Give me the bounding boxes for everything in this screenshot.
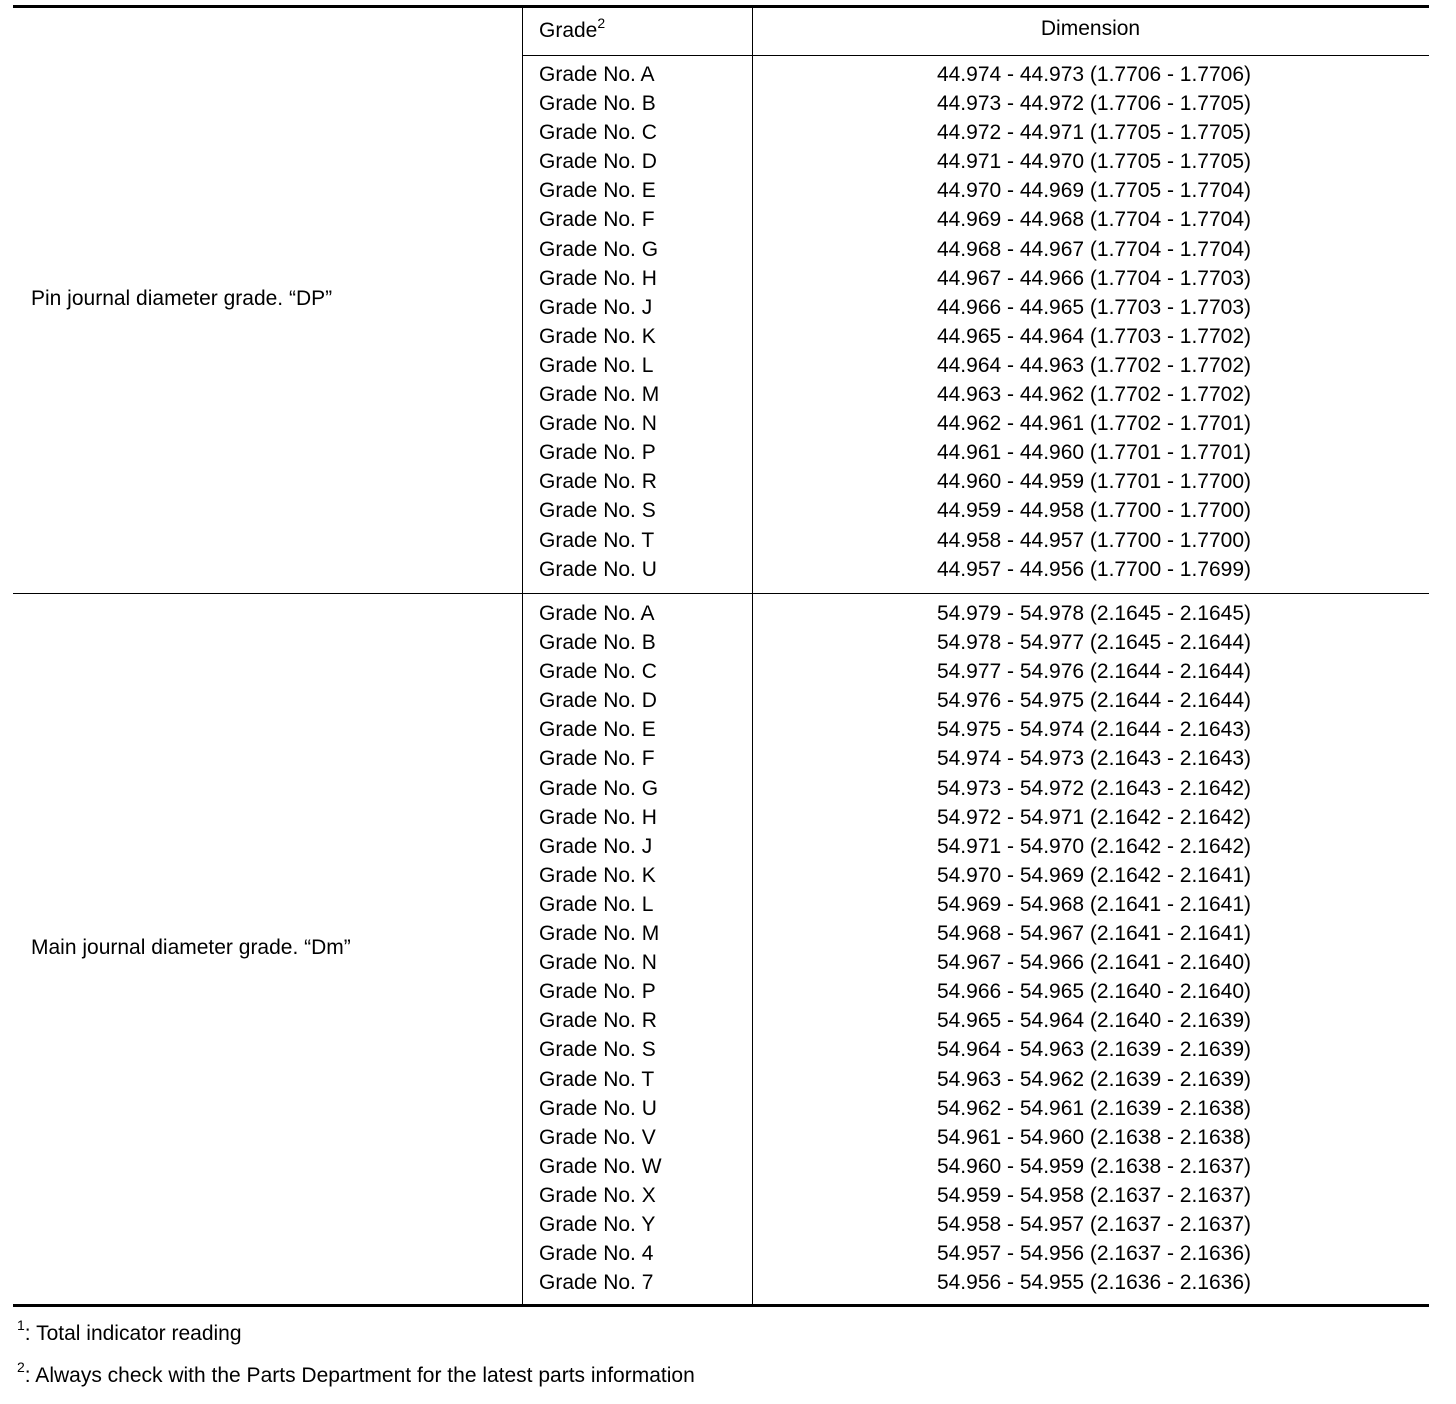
dimension-cell: 44.974 - 44.973 (1.7706 - 1.7706) bbox=[936, 63, 1252, 86]
dimension-cell: 44.969 - 44.968 (1.7704 - 1.7704) bbox=[936, 208, 1252, 232]
grade-cell: Grade No. L bbox=[539, 353, 654, 377]
footnote-text: : Total indicator reading bbox=[24, 1322, 242, 1345]
dimension-cell: 44.966 - 44.965 (1.7703 - 1.7703) bbox=[936, 295, 1252, 319]
grade-cell: Grade No. R bbox=[539, 470, 657, 494]
dimension-cell: 44.959 - 44.958 (1.7700 - 1.7700) bbox=[936, 499, 1252, 523]
section-divider bbox=[13, 593, 1429, 594]
grade-cell: Grade No. S bbox=[539, 499, 656, 523]
dimension-cell: 44.967 - 44.966 (1.7704 - 1.7703) bbox=[936, 266, 1252, 290]
grade-cell: Grade No. T bbox=[539, 528, 655, 552]
grade-cell: Grade No. U bbox=[539, 1096, 657, 1120]
grade-cell: Grade No. C bbox=[539, 660, 657, 684]
grade-cell: Grade No. T bbox=[539, 1067, 655, 1091]
grade-cell: Grade No. X bbox=[539, 1183, 656, 1207]
dimension-cell: 54.966 - 54.965 (2.1640 - 2.1640) bbox=[936, 980, 1252, 1004]
dimension-cell: 44.970 - 44.969 (1.7705 - 1.7704) bbox=[936, 179, 1252, 203]
footnote-mark: 1 bbox=[17, 1317, 25, 1333]
dimension-cell: 44.962 - 44.961 (1.7702 - 1.7701) bbox=[936, 412, 1252, 436]
dimension-cell: 44.968 - 44.967 (1.7704 - 1.7704) bbox=[936, 237, 1252, 261]
grade-cell: Grade No. P bbox=[539, 980, 656, 1004]
dimension-cell: 54.963 - 54.962 (2.1639 - 2.1639) bbox=[936, 1067, 1252, 1091]
dimension-cell: 54.967 - 54.966 (2.1641 - 2.1640) bbox=[936, 951, 1252, 975]
grade-cell: Grade No. 4 bbox=[539, 1242, 654, 1266]
grade-cell: Grade No. J bbox=[539, 834, 653, 858]
grade-cell: Grade No. L bbox=[539, 892, 654, 916]
grade-cell: Grade No. K bbox=[539, 324, 656, 348]
footnote-1 bbox=[17, 1317, 242, 1349]
grade-cell: Grade No. B bbox=[539, 631, 656, 655]
dimension-header-label: Dimension bbox=[1040, 17, 1141, 40]
header-divider bbox=[522, 55, 1429, 56]
grade-cell: Grade No. J bbox=[539, 295, 653, 319]
grade-footnote-mark: 2 bbox=[597, 15, 606, 31]
dimension-cell: 54.958 - 54.957 (2.1637 - 2.1637) bbox=[936, 1212, 1252, 1236]
grade-cell: Grade No. F bbox=[539, 747, 655, 771]
dimension-cell: 44.972 - 44.971 (1.7705 - 1.7705) bbox=[936, 121, 1252, 145]
dimension-cell: 44.965 - 44.964 (1.7703 - 1.7702) bbox=[936, 324, 1252, 348]
grade-cell: Grade No. D bbox=[539, 150, 657, 174]
dimension-column-header bbox=[752, 15, 1429, 43]
grade-cell: Grade No. V bbox=[539, 1125, 656, 1149]
grade-cell: Grade No. E bbox=[539, 718, 656, 742]
grade-cell: Grade No. H bbox=[539, 266, 657, 290]
dimension-cell: 44.963 - 44.962 (1.7702 - 1.7702) bbox=[936, 383, 1252, 407]
grade-cell: Grade No. H bbox=[539, 805, 657, 829]
dimension-cell: 54.976 - 54.975 (2.1644 - 2.1644) bbox=[936, 689, 1252, 713]
footnote-text: : Always check with the Parts Department for the latest parts information bbox=[24, 1364, 695, 1387]
dimension-cell: 54.959 - 54.958 (2.1637 - 2.1637) bbox=[936, 1183, 1252, 1207]
grade-cell: Grade No. M bbox=[539, 383, 660, 407]
dimension-cell: 54.964 - 54.963 (2.1639 - 2.1639) bbox=[936, 1038, 1252, 1062]
grade-cell: Grade No. R bbox=[539, 1009, 657, 1033]
dimension-cell: 44.957 - 44.956 (1.7700 - 1.7699) bbox=[936, 557, 1252, 581]
column-divider-right bbox=[752, 8, 753, 1304]
dimension-cell: 54.960 - 54.959 (2.1638 - 2.1637) bbox=[936, 1154, 1252, 1178]
dimension-cell: 44.958 - 44.957 (1.7700 - 1.7700) bbox=[936, 528, 1252, 552]
grade-cell: Grade No. W bbox=[539, 1154, 662, 1178]
grade-cell: Grade No. N bbox=[539, 412, 657, 436]
dimension-cell: 54.969 - 54.968 (2.1641 - 2.1641) bbox=[936, 892, 1252, 916]
grade-cell: Grade No. B bbox=[539, 92, 656, 116]
grade-list-pin-journal bbox=[539, 60, 739, 584]
grade-cell: Grade No. U bbox=[539, 557, 657, 581]
dimension-cell: 54.978 - 54.977 (2.1645 - 2.1644) bbox=[936, 631, 1252, 655]
dimension-list-pin-journal bbox=[760, 60, 1428, 584]
section-parameter-pin-journal: Pin journal diameter grade. “DP” bbox=[31, 287, 333, 310]
grade-cell: Grade No. E bbox=[539, 179, 656, 203]
dimension-cell: 44.971 - 44.970 (1.7705 - 1.7705) bbox=[936, 150, 1252, 174]
dimension-cell: 54.971 - 54.970 (2.1642 - 2.1642) bbox=[936, 834, 1252, 858]
dimension-cell: 44.961 - 44.960 (1.7701 - 1.7701) bbox=[936, 441, 1252, 465]
grade-cell: Grade No. A bbox=[539, 63, 655, 86]
column-divider-left bbox=[522, 8, 523, 1304]
grade-cell: Grade No. N bbox=[539, 951, 657, 975]
grade-cell: Grade No. K bbox=[539, 863, 656, 887]
dimension-cell: 54.962 - 54.961 (2.1639 - 2.1638) bbox=[936, 1096, 1252, 1120]
dimension-cell: 44.960 - 44.959 (1.7701 - 1.7700) bbox=[936, 470, 1252, 494]
dimension-cell: 54.974 - 54.973 (2.1643 - 2.1643) bbox=[936, 747, 1252, 771]
section-parameter-main-journal: Main journal diameter grade. “Dm” bbox=[31, 936, 351, 959]
dimension-cell: 54.957 - 54.956 (2.1637 - 2.1636) bbox=[936, 1242, 1252, 1266]
grade-cell: Grade No. D bbox=[539, 689, 657, 713]
grade-cell: Grade No. M bbox=[539, 922, 660, 946]
grade-cell: Grade No. F bbox=[539, 208, 655, 232]
grade-cell: Grade No. G bbox=[539, 237, 659, 261]
grade-column-header bbox=[539, 17, 605, 46]
dimension-cell: 44.964 - 44.963 (1.7702 - 1.7702) bbox=[936, 353, 1252, 377]
table-top-rule bbox=[13, 5, 1429, 8]
footnote-mark: 2 bbox=[17, 1359, 25, 1375]
dimension-cell: 54.956 - 54.955 (2.1636 - 2.1636) bbox=[936, 1271, 1252, 1295]
dimension-cell: 44.973 - 44.972 (1.7706 - 1.7705) bbox=[936, 92, 1252, 116]
dimension-cell: 54.975 - 54.974 (2.1644 - 2.1643) bbox=[936, 718, 1252, 742]
dimension-cell: 54.979 - 54.978 (2.1645 - 2.1645) bbox=[936, 602, 1252, 625]
grade-cell: Grade No. 7 bbox=[539, 1271, 654, 1295]
grade-cell: Grade No. C bbox=[539, 121, 657, 145]
table-bottom-rule bbox=[13, 1304, 1429, 1307]
grade-cell: Grade No. Y bbox=[539, 1212, 656, 1236]
footnote-2 bbox=[17, 1359, 695, 1391]
dimension-list-main-journal bbox=[760, 599, 1428, 1297]
grade-list-main-journal bbox=[539, 599, 739, 1297]
dimension-cell: 54.973 - 54.972 (2.1643 - 2.1642) bbox=[936, 776, 1252, 800]
grade-cell: Grade No. A bbox=[539, 602, 655, 625]
grade-cell: Grade No. S bbox=[539, 1038, 656, 1062]
dimension-cell: 54.968 - 54.967 (2.1641 - 2.1641) bbox=[936, 922, 1252, 946]
grade-header-label: Grade bbox=[539, 19, 598, 42]
dimension-cell: 54.972 - 54.971 (2.1642 - 2.1642) bbox=[936, 805, 1252, 829]
dimension-cell: 54.977 - 54.976 (2.1644 - 2.1644) bbox=[936, 660, 1252, 684]
dimension-cell: 54.965 - 54.964 (2.1640 - 2.1639) bbox=[936, 1009, 1252, 1033]
dimension-cell: 54.961 - 54.960 (2.1638 - 2.1638) bbox=[936, 1125, 1252, 1149]
grade-cell: Grade No. P bbox=[539, 441, 656, 465]
grade-cell: Grade No. G bbox=[539, 776, 659, 800]
dimension-cell: 54.970 - 54.969 (2.1642 - 2.1641) bbox=[936, 863, 1252, 887]
